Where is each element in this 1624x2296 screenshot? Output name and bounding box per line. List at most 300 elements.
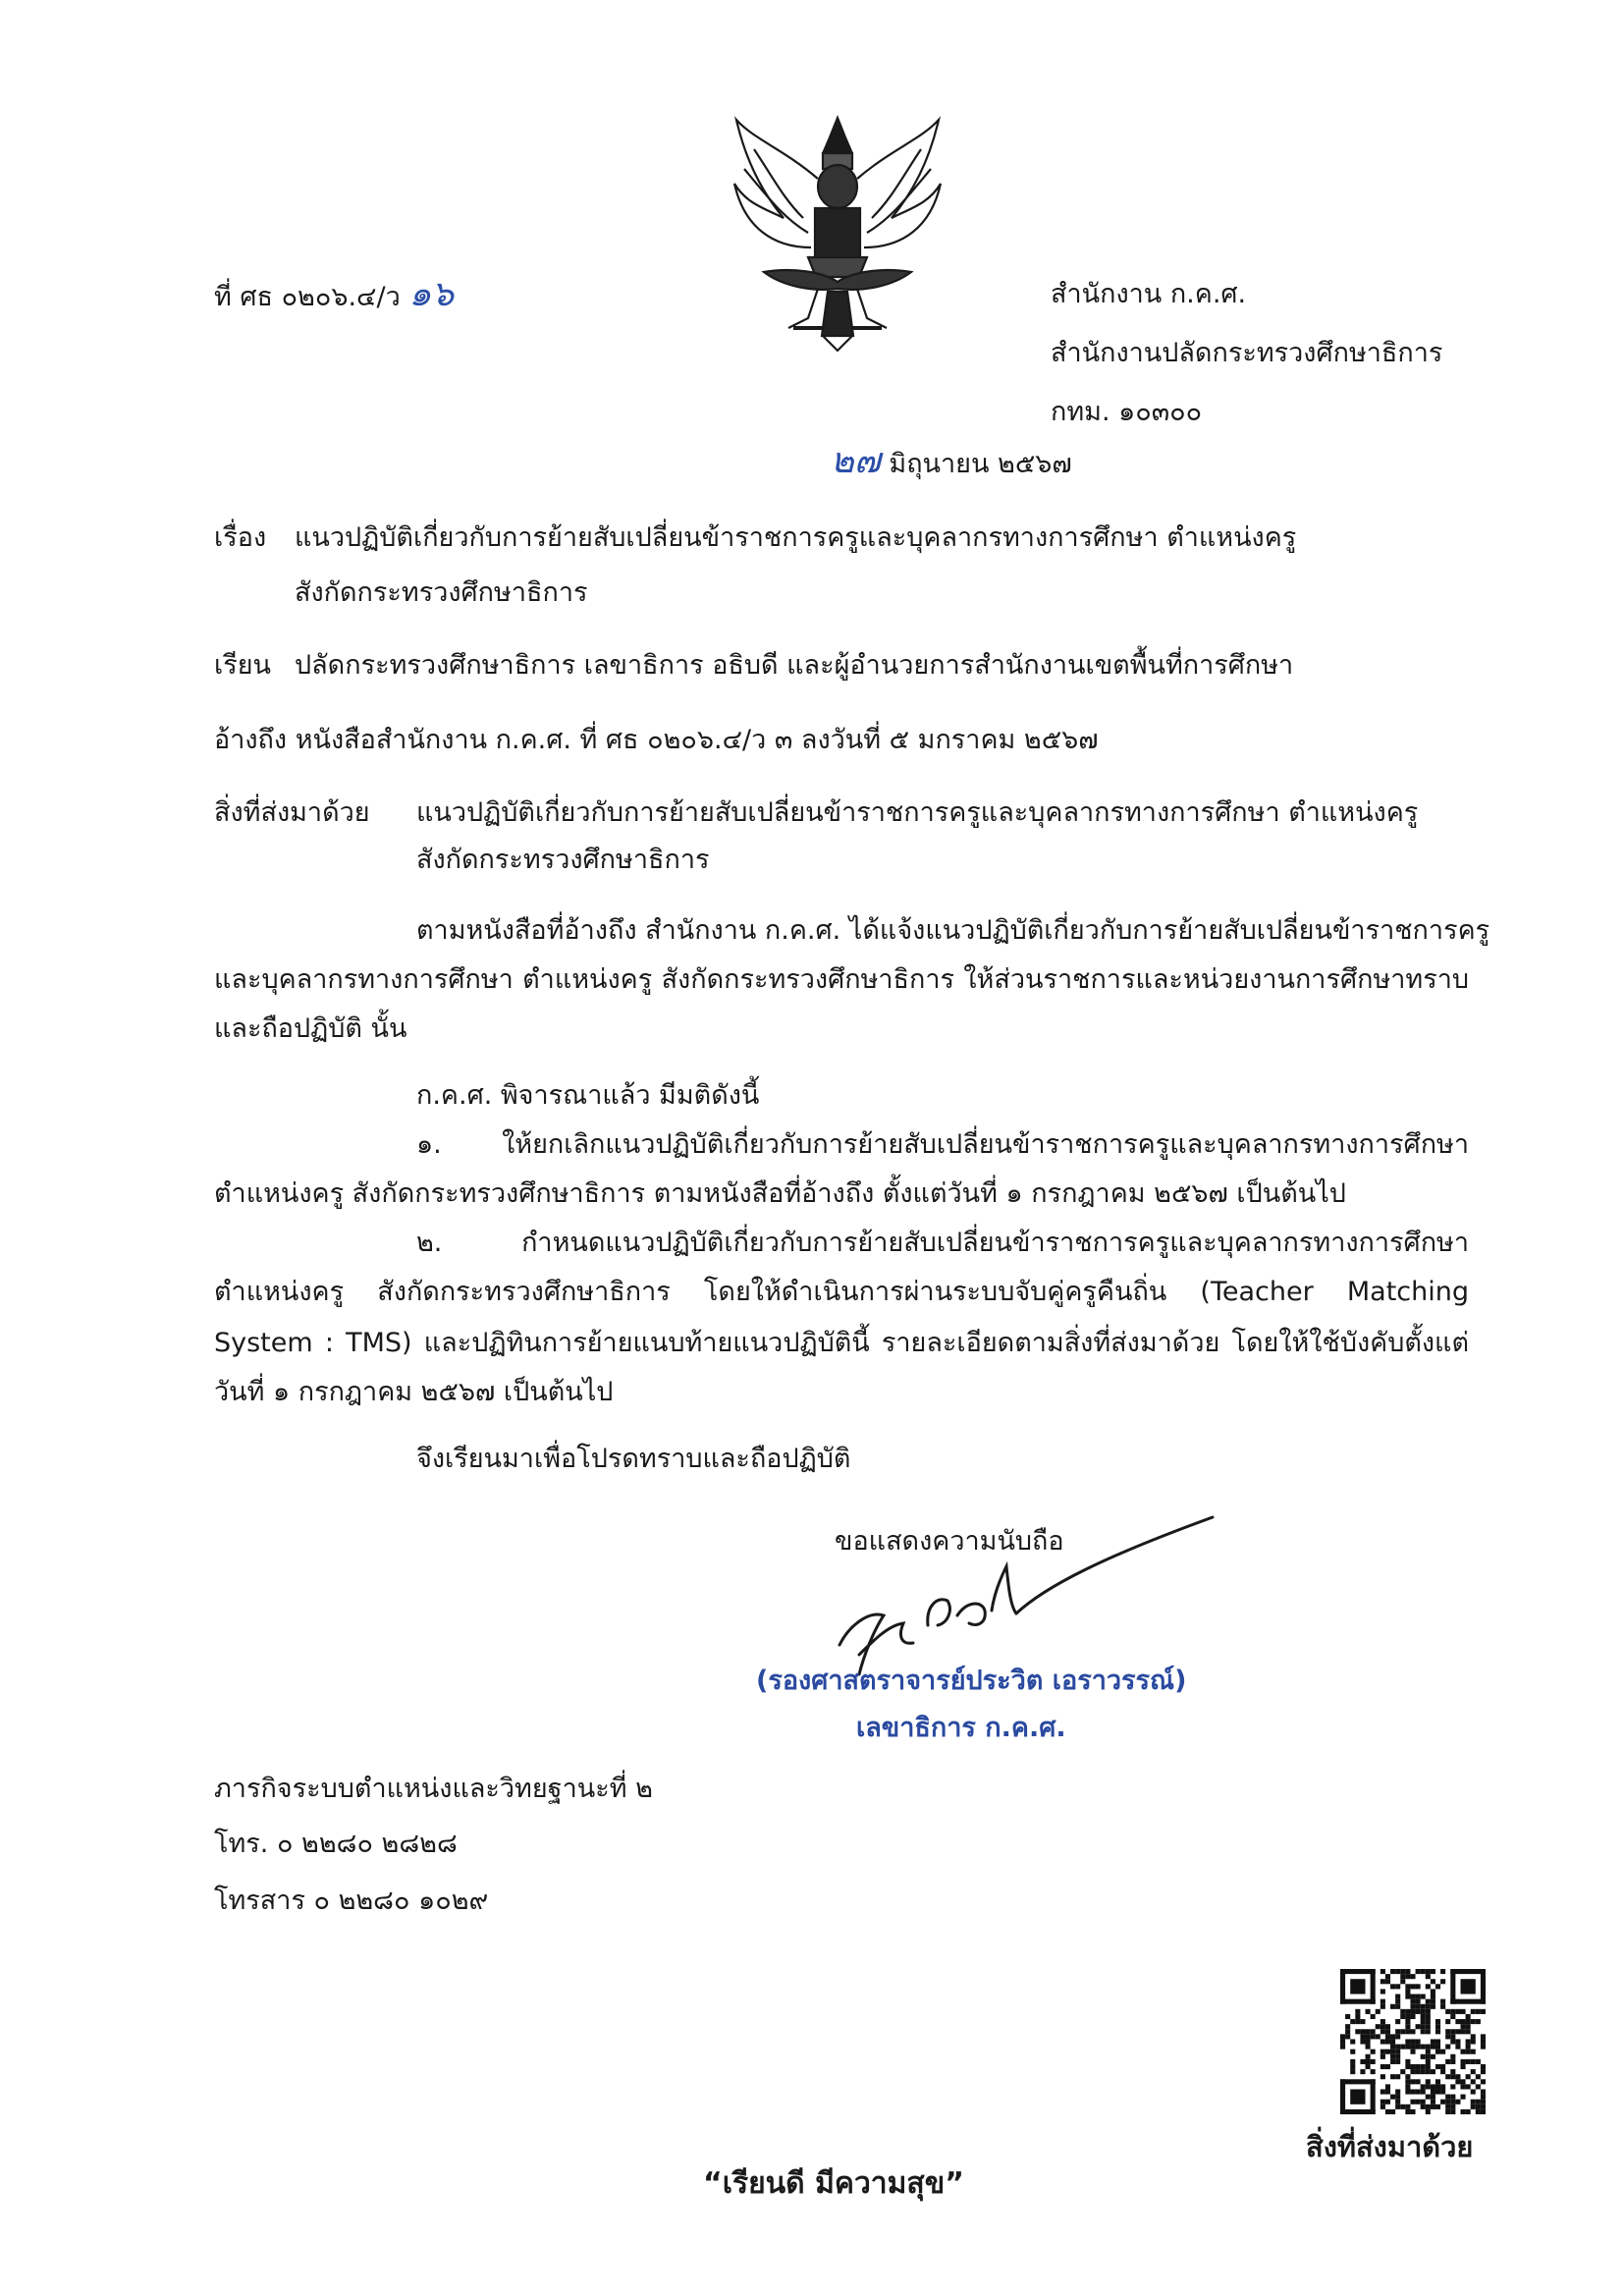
qr-caption: สิ่งที่ส่งมาด้วย xyxy=(1306,2130,1474,2163)
qr-module xyxy=(1476,2084,1481,2089)
date-day-handwritten: ๒๗ xyxy=(831,441,881,481)
qr-module xyxy=(1395,2059,1400,2064)
qr-module xyxy=(1466,2029,1471,2034)
qr-module xyxy=(1371,2059,1376,2064)
qr-module xyxy=(1366,2059,1371,2064)
qr-module xyxy=(1410,2069,1415,2074)
paragraph-2: ก.ค.ศ. พิจารณาแล้ว มีมติดังนี้ xyxy=(416,1080,760,1111)
item-2-line-2: ตำแหน่งครู สังกัดกระทรวงศึกษาธิการ โดยให้ดำเนินการผ่านระบบจับคู่ครูคืนถิ่น (Teacher Matching xyxy=(214,1277,1469,1307)
qr-module xyxy=(1405,2045,1410,2050)
qr-module xyxy=(1410,1999,1415,2004)
qr-module xyxy=(1405,2014,1410,2019)
qr-module xyxy=(1376,2009,1380,2014)
qr-module xyxy=(1445,2100,1450,2105)
qr-module xyxy=(1410,2100,1415,2105)
qr-module xyxy=(1435,2064,1440,2069)
qr-module xyxy=(1400,1974,1405,1979)
qr-module xyxy=(1460,2079,1465,2084)
enclosure-label: สิ่งที่ส่งมาด้วย xyxy=(214,797,370,828)
qr-module xyxy=(1440,2100,1445,2105)
qr-module xyxy=(1466,2074,1471,2079)
regards: ขอแสดงความนับถือ xyxy=(835,1526,1064,1557)
qr-module xyxy=(1371,1969,1376,2004)
qr-module xyxy=(1380,2074,1385,2079)
paragraph-1-line-2: และบุคลากรทางการศึกษา ตำแหน่งครู สังกัดกระทรวงศึกษาธิการ ให้ส่วนราชการและหน่วยงานการศึกษาทราบ xyxy=(214,964,1469,995)
qr-module xyxy=(1395,2004,1400,2009)
qr-module xyxy=(1471,2059,1476,2064)
qr-module xyxy=(1455,2045,1460,2050)
qr-module xyxy=(1445,2095,1450,2100)
qr-module xyxy=(1455,2100,1460,2105)
qr-module xyxy=(1435,2019,1440,2024)
qr-module xyxy=(1340,2039,1345,2044)
enclosure-line-1: แนวปฏิบัติเกี่ยวกับการย้ายสับเปลี่ยนข้าราชการครูและบุคลากรทางการศึกษา ตำแหน่งครู xyxy=(416,797,1419,828)
qr-module xyxy=(1385,2084,1390,2089)
qr-module xyxy=(1431,1995,1435,1999)
qr-module xyxy=(1450,2009,1455,2014)
qr-module xyxy=(1350,2019,1355,2024)
qr-module xyxy=(1405,1969,1410,1974)
qr-module xyxy=(1481,2039,1486,2044)
qr-module xyxy=(1380,1969,1385,1974)
qr-module xyxy=(1435,2045,1440,2050)
qr-module xyxy=(1455,2019,1460,2024)
qr-module xyxy=(1371,2069,1376,2074)
qr-module xyxy=(1400,1969,1405,1974)
qr-module xyxy=(1440,1979,1445,1984)
qr-module xyxy=(1431,2004,1435,2009)
qr-module xyxy=(1466,2019,1471,2024)
qr-module xyxy=(1481,2045,1486,2050)
qr-module xyxy=(1466,2059,1471,2064)
qr-module xyxy=(1395,2019,1400,2024)
qr-module xyxy=(1360,2039,1365,2044)
qr-module xyxy=(1345,2034,1350,2039)
qr-module xyxy=(1390,2045,1395,2050)
qr-module xyxy=(1426,2045,1431,2050)
qr-module xyxy=(1426,2014,1431,2019)
qr-module xyxy=(1405,2084,1410,2089)
qr-code-icon xyxy=(1340,1969,1486,2114)
qr-module xyxy=(1366,2029,1371,2034)
qr-module xyxy=(1421,2100,1426,2105)
qr-module xyxy=(1380,2039,1385,2044)
qr-module xyxy=(1376,2024,1380,2029)
qr-module xyxy=(1380,2004,1385,2009)
qr-module xyxy=(1366,2009,1371,2014)
qr-module xyxy=(1416,2009,1421,2014)
reference-to-text: หนังสือสำนักงาน ก.ค.ศ. ที่ ศธ ๐๒๐๖.๔/ว ๓ ลงวันที่ ๕ มกราคม ๒๕๖๗ xyxy=(295,725,1099,755)
qr-module xyxy=(1416,1995,1421,1999)
qr-module xyxy=(1426,2069,1431,2074)
qr-module xyxy=(1460,2024,1465,2029)
document-date xyxy=(831,441,1072,482)
qr-module xyxy=(1385,2039,1390,2044)
office-department: สำนักงานปลัดกระทรวงศึกษาธิการ xyxy=(1051,338,1443,368)
qr-module xyxy=(1481,2100,1486,2105)
qr-module xyxy=(1395,1969,1400,1974)
qr-module xyxy=(1380,2050,1385,2054)
qr-module xyxy=(1371,2034,1376,2039)
paragraph-1-line-3: และถือปฏิบัติ นั้น xyxy=(214,1013,407,1044)
qr-module xyxy=(1405,2109,1410,2114)
qr-module xyxy=(1350,2064,1355,2069)
qr-module xyxy=(1340,1999,1376,2004)
qr-module xyxy=(1426,2019,1431,2024)
qr-module xyxy=(1445,2074,1450,2079)
qr-module xyxy=(1421,2084,1426,2089)
qr-module xyxy=(1400,2014,1405,2019)
qr-module xyxy=(1466,2109,1471,2114)
qr-module xyxy=(1366,2064,1371,2069)
qr-module xyxy=(1400,2045,1405,2050)
qr-module xyxy=(1450,2054,1455,2059)
qr-module xyxy=(1450,1969,1486,1974)
qr-module xyxy=(1450,2109,1455,2114)
qr-module xyxy=(1460,1979,1475,1994)
qr-module xyxy=(1400,2029,1405,2034)
qr-module xyxy=(1455,2079,1460,2084)
qr-module xyxy=(1371,2050,1376,2054)
qr-module xyxy=(1390,2004,1395,2009)
qr-module xyxy=(1371,2029,1376,2034)
qr-module xyxy=(1390,1984,1395,1989)
qr-module xyxy=(1426,2029,1431,2034)
qr-module xyxy=(1345,2029,1350,2034)
qr-module xyxy=(1390,2074,1395,2079)
qr-module xyxy=(1476,2009,1481,2014)
qr-module xyxy=(1385,1974,1390,1979)
qr-module xyxy=(1450,2029,1455,2034)
qr-module xyxy=(1421,2009,1426,2014)
qr-module xyxy=(1431,1969,1435,1974)
slogan: “เรียนดี มีความสุข” xyxy=(703,2166,964,2201)
qr-module xyxy=(1421,2004,1426,2009)
qr-module xyxy=(1421,2024,1426,2029)
qr-module xyxy=(1360,2019,1365,2024)
qr-module xyxy=(1466,2045,1471,2050)
qr-module xyxy=(1450,2095,1455,2100)
qr-module xyxy=(1355,2009,1360,2014)
qr-module xyxy=(1421,2054,1426,2059)
qr-module xyxy=(1471,2009,1476,2014)
qr-module xyxy=(1431,2100,1435,2105)
qr-module xyxy=(1445,2045,1450,2050)
qr-module xyxy=(1431,2105,1435,2109)
qr-module xyxy=(1440,1999,1445,2004)
qr-module xyxy=(1400,2009,1405,2014)
qr-module xyxy=(1410,2079,1415,2084)
qr-module xyxy=(1466,2050,1471,2054)
qr-module xyxy=(1450,2105,1455,2109)
contact-phone: โทร. ๐ ๒๒๘๐ ๒๘๒๘ xyxy=(214,1829,458,1859)
qr-module xyxy=(1410,2064,1415,2069)
qr-module xyxy=(1380,2089,1385,2094)
qr-module xyxy=(1340,2079,1345,2114)
qr-module xyxy=(1405,2079,1410,2084)
qr-module xyxy=(1385,2109,1390,2114)
qr-module xyxy=(1426,2084,1431,2089)
qr-module xyxy=(1366,2054,1371,2059)
qr-module xyxy=(1385,2034,1390,2039)
qr-module xyxy=(1390,2109,1395,2114)
qr-module xyxy=(1471,2039,1476,2044)
item-2-line-3: System : TMS) และปฏิทินการย้ายแนบท้ายแนวปฏิบัตินี้ รายละเอียดตามสิ่งที่ส่งมาด้วย โดยให้ใช้บังคับตั้งแต่ xyxy=(214,1328,1469,1358)
qr-module xyxy=(1405,2029,1410,2034)
qr-module xyxy=(1410,1974,1415,1979)
qr-module xyxy=(1395,1995,1400,1999)
reference-label: ที่ ศธ ๐๒๐๖.๔/ว xyxy=(214,282,401,312)
date-month-year: มิถุนายน ๒๕๖๗ xyxy=(889,449,1072,479)
qr-module xyxy=(1405,2019,1410,2024)
qr-module xyxy=(1426,2064,1431,2069)
qr-module xyxy=(1410,2050,1415,2054)
qr-module xyxy=(1481,2009,1486,2014)
qr-module xyxy=(1460,2050,1465,2054)
qr-module xyxy=(1426,1999,1431,2004)
qr-module xyxy=(1421,2019,1426,2024)
qr-module xyxy=(1455,2009,1460,2014)
qr-module xyxy=(1426,1974,1431,1979)
qr-module xyxy=(1345,2014,1350,2019)
qr-module xyxy=(1440,2064,1445,2069)
qr-module xyxy=(1426,2050,1431,2054)
qr-module xyxy=(1380,2100,1385,2105)
qr-module xyxy=(1416,2069,1421,2074)
qr-module xyxy=(1410,2029,1415,2034)
qr-module xyxy=(1476,2105,1481,2109)
qr-module xyxy=(1481,1969,1486,2004)
qr-module xyxy=(1445,2109,1450,2114)
qr-module xyxy=(1405,2009,1410,2014)
qr-module xyxy=(1450,2069,1455,2074)
item-2-line-4: วันที่ ๑ กรกฎาคม ๒๕๖๗ เป็นต้นไป xyxy=(214,1377,614,1407)
qr-module xyxy=(1426,2054,1431,2059)
qr-module xyxy=(1426,2009,1431,2014)
qr-module xyxy=(1410,1984,1415,1989)
qr-module xyxy=(1440,2089,1445,2094)
qr-module xyxy=(1390,2034,1395,2039)
qr-module xyxy=(1385,2064,1390,2069)
qr-module xyxy=(1471,2019,1476,2024)
signer-name: (รองศาสตราจารย์ประวิต เอราวรรณ์) xyxy=(756,1666,1187,1696)
qr-module xyxy=(1380,2105,1385,2109)
qr-module xyxy=(1445,2059,1450,2064)
reference-to-label: อ้างถึง xyxy=(214,725,288,755)
qr-module xyxy=(1435,2029,1440,2034)
qr-module xyxy=(1426,1969,1431,1974)
qr-module xyxy=(1431,1989,1435,1994)
qr-module xyxy=(1390,2095,1395,2100)
signer-title: เลขาธิการ ก.ค.ศ. xyxy=(856,1713,1066,1743)
qr-module xyxy=(1395,1984,1400,1989)
qr-module xyxy=(1410,2089,1415,2094)
qr-module xyxy=(1395,2074,1400,2079)
qr-module xyxy=(1405,1984,1410,1989)
qr-module xyxy=(1421,2029,1426,2034)
qr-module xyxy=(1435,2024,1440,2029)
reference-number xyxy=(214,274,455,315)
qr-module xyxy=(1471,2034,1476,2039)
qr-module xyxy=(1426,2079,1431,2084)
item-1-line-1: ๑. ให้ยกเลิกแนวปฏิบัติเกี่ยวกับการย้ายสับเปลี่ยนข้าราชการครูและบุคลากรทางการศึกษา xyxy=(416,1129,1469,1160)
qr-module xyxy=(1426,2109,1431,2114)
qr-module xyxy=(1395,2054,1400,2059)
subject-line-2: สังกัดกระทรวงศึกษาธิการ xyxy=(295,577,588,608)
qr-module xyxy=(1390,1969,1395,1974)
qr-module xyxy=(1405,2024,1410,2029)
qr-module xyxy=(1440,2084,1445,2089)
qr-module xyxy=(1445,2105,1450,2109)
qr-module xyxy=(1476,2019,1481,2024)
qr-module xyxy=(1476,2109,1481,2114)
qr-module xyxy=(1426,2095,1431,2100)
qr-module xyxy=(1455,2039,1460,2044)
signature-icon xyxy=(830,1507,1218,1679)
qr-module xyxy=(1481,2089,1486,2094)
qr-module xyxy=(1435,2039,1440,2044)
qr-module xyxy=(1481,2105,1486,2109)
qr-module xyxy=(1360,2069,1365,2074)
qr-module xyxy=(1450,2074,1455,2079)
reference-number-handwritten: ๑๖ xyxy=(408,274,455,314)
qr-module xyxy=(1410,2009,1415,2014)
qr-module xyxy=(1390,2054,1395,2059)
qr-module xyxy=(1380,1989,1385,1994)
qr-module xyxy=(1460,2095,1465,2100)
qr-module xyxy=(1421,2069,1426,2074)
qr-module xyxy=(1481,2034,1486,2039)
qr-module xyxy=(1416,2064,1421,2069)
qr-module xyxy=(1421,2014,1426,2019)
qr-module xyxy=(1445,2019,1450,2024)
qr-module xyxy=(1476,2059,1481,2064)
qr-module xyxy=(1416,2004,1421,2009)
qr-module xyxy=(1476,2100,1481,2105)
qr-module xyxy=(1340,2045,1345,2050)
qr-module xyxy=(1471,2105,1476,2109)
qr-module xyxy=(1350,2059,1355,2064)
qr-module xyxy=(1380,2064,1385,2069)
qr-module xyxy=(1426,2024,1431,2029)
qr-module xyxy=(1471,2089,1476,2094)
qr-module xyxy=(1366,2045,1371,2050)
qr-module xyxy=(1340,2079,1376,2084)
to-recipients: ปลัดกระทรวงศึกษาธิการ เลขาธิการ อธิบดี และผู้อำนวยการสำนักงานเขตพื้นที่การศึกษา xyxy=(295,650,1294,681)
qr-module xyxy=(1366,2039,1371,2044)
qr-module xyxy=(1380,2054,1385,2059)
qr-module xyxy=(1410,2014,1415,2019)
qr-module xyxy=(1421,1969,1426,1974)
qr-module xyxy=(1390,2039,1395,2044)
contact-unit: ภารกิจระบบตำแหน่งและวิทยฐานะที่ ๒ xyxy=(214,1774,653,1804)
qr-module xyxy=(1455,2074,1460,2079)
qr-module xyxy=(1466,2014,1471,2019)
qr-module xyxy=(1421,2045,1426,2050)
qr-module xyxy=(1426,2004,1431,2009)
qr-module xyxy=(1400,2105,1405,2109)
qr-module xyxy=(1350,2069,1355,2074)
qr-module xyxy=(1460,2064,1465,2069)
qr-module xyxy=(1460,2029,1465,2034)
qr-module xyxy=(1350,1979,1365,1994)
qr-module xyxy=(1440,1969,1445,1974)
qr-module xyxy=(1431,2095,1435,2100)
qr-module xyxy=(1440,2069,1445,2074)
qr-module xyxy=(1340,2034,1345,2039)
qr-module xyxy=(1450,2039,1455,2044)
qr-module xyxy=(1395,2034,1400,2039)
qr-module xyxy=(1376,2034,1380,2039)
qr-module xyxy=(1385,1979,1390,1984)
qr-module xyxy=(1481,2064,1486,2069)
qr-module xyxy=(1395,2045,1400,2050)
qr-module xyxy=(1395,1999,1400,2004)
qr-module xyxy=(1385,2050,1390,2054)
qr-module xyxy=(1400,2069,1405,2074)
qr-module xyxy=(1350,2039,1355,2044)
qr-module xyxy=(1460,2059,1465,2064)
qr-module xyxy=(1435,1984,1440,1989)
qr-module xyxy=(1460,2009,1465,2014)
qr-module xyxy=(1450,2100,1455,2105)
to-label: เรียน xyxy=(214,650,272,681)
qr-module xyxy=(1405,2074,1410,2079)
qr-module xyxy=(1445,2009,1450,2014)
qr-module xyxy=(1426,2059,1431,2064)
qr-module xyxy=(1481,2095,1486,2100)
qr-module xyxy=(1405,1995,1410,1999)
qr-module xyxy=(1380,2029,1385,2034)
qr-module xyxy=(1421,2064,1426,2069)
qr-module xyxy=(1466,2024,1471,2029)
qr-module xyxy=(1435,2105,1440,2109)
qr-module xyxy=(1371,2079,1376,2114)
contact-fax: โทรสาร ๐ ๒๒๘๐ ๑๐๒๙ xyxy=(214,1886,489,1916)
qr-module xyxy=(1416,1999,1421,2004)
qr-module xyxy=(1431,2084,1435,2089)
qr-module xyxy=(1405,1974,1410,1979)
item-1-line-2: ตำแหน่งครู สังกัดกระทรวงศึกษาธิการ ตามหนังสือที่อ้างถึง ตั้งแต่วันที่ ๑ กรกฎาคม ๒๕๖๗ เป็นต้นไป xyxy=(214,1178,1346,1209)
qr-module xyxy=(1395,2105,1400,2109)
qr-module xyxy=(1395,2050,1400,2054)
qr-module xyxy=(1431,2069,1435,2074)
qr-module xyxy=(1426,1984,1431,1989)
qr-module xyxy=(1450,1999,1486,2004)
item-2-line-1: ๒. กำหนดแนวปฏิบัติเกี่ยวกับการย้ายสับเปลี่ยนข้าราชการครูและบุคลากรทางการศึกษา xyxy=(416,1228,1469,1258)
qr-module xyxy=(1340,1969,1345,2004)
qr-module xyxy=(1431,2054,1435,2059)
qr-module xyxy=(1395,2095,1400,2100)
qr-module xyxy=(1440,2050,1445,2054)
enclosure-line-2: สังกัดกระทรวงศึกษาธิการ xyxy=(416,845,710,875)
qr-module xyxy=(1450,1969,1455,2004)
qr-module xyxy=(1385,2100,1390,2105)
subject-line-1: แนวปฏิบัติเกี่ยวกับการย้ายสับเปลี่ยนข้าราชการครูและบุคลากรทางการศึกษา ตำแหน่งครู xyxy=(295,522,1297,553)
qr-module xyxy=(1410,2004,1415,2009)
qr-module xyxy=(1440,2004,1445,2009)
qr-module xyxy=(1385,2089,1390,2094)
qr-module xyxy=(1471,2069,1476,2074)
qr-module xyxy=(1455,2029,1460,2034)
qr-module xyxy=(1421,1995,1426,1999)
qr-module xyxy=(1471,2050,1476,2054)
qr-module xyxy=(1431,2089,1435,2094)
qr-module xyxy=(1340,2109,1376,2114)
qr-module xyxy=(1360,2059,1365,2064)
qr-module xyxy=(1395,2029,1400,2034)
qr-module xyxy=(1416,2089,1421,2094)
